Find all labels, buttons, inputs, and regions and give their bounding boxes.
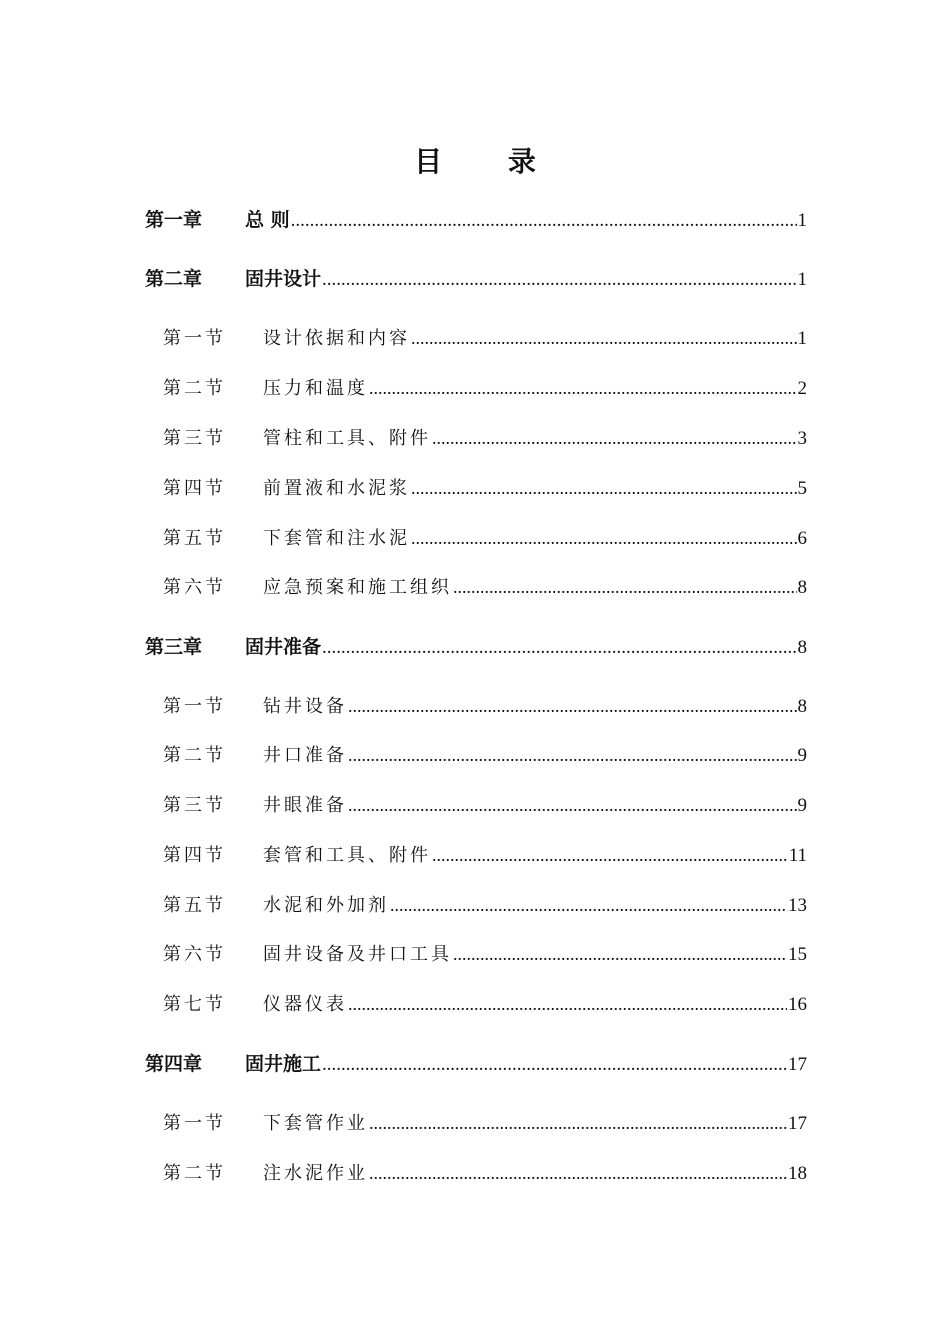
toc-leader-dots bbox=[322, 637, 796, 659]
toc-entry-page: 3 bbox=[797, 428, 807, 449]
toc-entry-section[interactable] bbox=[163, 474, 807, 500]
toc-entry-title: 固井设计 bbox=[245, 268, 322, 290]
toc-entry-title: 注水泥作业 bbox=[263, 1163, 368, 1184]
toc-entry-number: 第五节 bbox=[163, 895, 226, 916]
toc-entry-page: 8 bbox=[797, 696, 807, 717]
toc-leader-dots bbox=[453, 577, 797, 598]
toc-entry-page: 18 bbox=[788, 1163, 807, 1184]
toc-entry-title: 水泥和外加剂 bbox=[263, 895, 389, 916]
toc-entry-title: 套管和工具、附件 bbox=[263, 845, 431, 866]
toc-leader-dots bbox=[348, 696, 797, 717]
toc-entry-section[interactable] bbox=[163, 841, 807, 867]
toc-entry-title: 应急预案和施工组织 bbox=[263, 577, 452, 598]
toc-title: 目 录 bbox=[414, 145, 564, 178]
toc-entry-section[interactable] bbox=[163, 1109, 807, 1135]
toc-leader-dots bbox=[432, 428, 797, 449]
toc-entry-title: 固井设备及井口工具 bbox=[263, 944, 452, 965]
toc-entry-page: 5 bbox=[797, 478, 807, 499]
toc-entry-number: 第二节 bbox=[163, 378, 226, 399]
toc-entry-number: 第三节 bbox=[163, 428, 226, 449]
toc-leader-dots bbox=[411, 528, 797, 549]
toc-entry-page: 15 bbox=[788, 944, 807, 965]
toc-entry-chapter-3[interactable] bbox=[145, 632, 807, 658]
toc-leader-dots bbox=[390, 895, 787, 916]
toc-entry-section[interactable] bbox=[163, 891, 807, 917]
toc-entry-page: 1 bbox=[797, 210, 807, 231]
toc-leader-dots bbox=[348, 745, 797, 766]
toc-entry-section[interactable] bbox=[163, 940, 807, 966]
toc-leader-dots bbox=[369, 1113, 787, 1134]
toc-leader-dots bbox=[348, 994, 787, 1015]
toc-entry-section[interactable] bbox=[163, 791, 807, 817]
toc-entry-number: 第五节 bbox=[163, 528, 226, 549]
toc-entry-number: 第四节 bbox=[163, 478, 226, 499]
toc-entry-section[interactable] bbox=[163, 524, 807, 550]
toc-entry-number: 第六节 bbox=[163, 577, 226, 598]
toc-entry-page: 8 bbox=[797, 577, 807, 598]
toc-entry-page: 9 bbox=[797, 795, 807, 816]
toc-entry-section[interactable] bbox=[163, 573, 807, 599]
toc-entry-section[interactable] bbox=[163, 692, 807, 718]
toc-leader-dots bbox=[453, 944, 787, 965]
toc-entry-title: 下套管和注水泥 bbox=[263, 528, 410, 549]
toc-entry-title: 下套管作业 bbox=[263, 1113, 368, 1134]
toc-entry-section[interactable] bbox=[163, 324, 807, 350]
toc-entry-section[interactable] bbox=[163, 741, 807, 767]
toc-entry-number: 第二章 bbox=[145, 268, 203, 290]
toc-entry-number: 第一章 bbox=[145, 209, 203, 231]
toc-leader-dots bbox=[348, 795, 797, 816]
toc-entry-section[interactable] bbox=[163, 424, 807, 450]
toc-entry-title: 总 则 bbox=[245, 209, 290, 231]
toc-entry-section[interactable] bbox=[163, 374, 807, 400]
toc-entry-title: 压力和温度 bbox=[263, 378, 368, 399]
toc-entry-page: 6 bbox=[797, 528, 807, 549]
toc-entry-chapter-1[interactable] bbox=[145, 205, 807, 231]
toc-entry-title: 管柱和工具、附件 bbox=[263, 428, 431, 449]
toc-leader-dots bbox=[411, 328, 797, 349]
toc-entry-title: 仪器仪表 bbox=[263, 994, 347, 1015]
toc-entry-number: 第一节 bbox=[163, 1113, 226, 1134]
toc-leader-dots bbox=[322, 1054, 787, 1076]
toc-entry-page: 13 bbox=[788, 895, 807, 916]
toc-entry-number: 第六节 bbox=[163, 944, 226, 965]
toc-entry-number: 第一节 bbox=[163, 328, 226, 349]
toc-entry-number: 第四章 bbox=[145, 1053, 203, 1075]
toc-entry-title: 井口准备 bbox=[263, 745, 347, 766]
toc-leader-dots bbox=[369, 1163, 787, 1184]
toc-entry-section[interactable] bbox=[163, 1159, 807, 1185]
toc-leader-dots bbox=[291, 210, 797, 232]
toc-entry-page: 8 bbox=[797, 637, 807, 658]
toc-entry-number: 第七节 bbox=[163, 994, 226, 1015]
toc-entry-title: 井眼准备 bbox=[263, 795, 347, 816]
toc-entry-number: 第三章 bbox=[145, 636, 203, 658]
toc-entry-page: 9 bbox=[797, 745, 807, 766]
toc-entry-page: 17 bbox=[788, 1054, 807, 1075]
toc-entry-number: 第三节 bbox=[163, 795, 226, 816]
toc-leader-dots bbox=[369, 378, 797, 399]
toc-entry-page: 16 bbox=[788, 994, 807, 1015]
toc-entry-number: 第一节 bbox=[163, 696, 226, 717]
toc-entry-title: 固井准备 bbox=[245, 636, 322, 658]
toc-entry-title: 固井施工 bbox=[245, 1053, 322, 1075]
toc-entry-number: 第四节 bbox=[163, 845, 226, 866]
toc-entry-title: 钻井设备 bbox=[263, 696, 347, 717]
toc-leader-dots bbox=[322, 269, 796, 291]
toc-entry-section[interactable] bbox=[163, 990, 807, 1016]
toc-entry-title: 前置液和水泥浆 bbox=[263, 478, 410, 499]
toc-entry-page: 11 bbox=[788, 845, 807, 866]
toc-entry-number: 第二节 bbox=[163, 745, 226, 766]
toc-entry-chapter-4[interactable] bbox=[145, 1049, 807, 1075]
toc-entry-page: 17 bbox=[788, 1113, 807, 1134]
toc-entry-title: 设计依据和内容 bbox=[263, 328, 410, 349]
toc-leader-dots bbox=[411, 478, 797, 499]
toc-entry-page: 2 bbox=[797, 378, 807, 399]
toc-entry-page: 1 bbox=[797, 328, 807, 349]
toc-entry-page: 1 bbox=[797, 269, 807, 290]
toc-entry-number: 第二节 bbox=[163, 1163, 226, 1184]
toc-leader-dots bbox=[432, 845, 788, 866]
toc-entry-chapter-2[interactable] bbox=[145, 264, 807, 290]
